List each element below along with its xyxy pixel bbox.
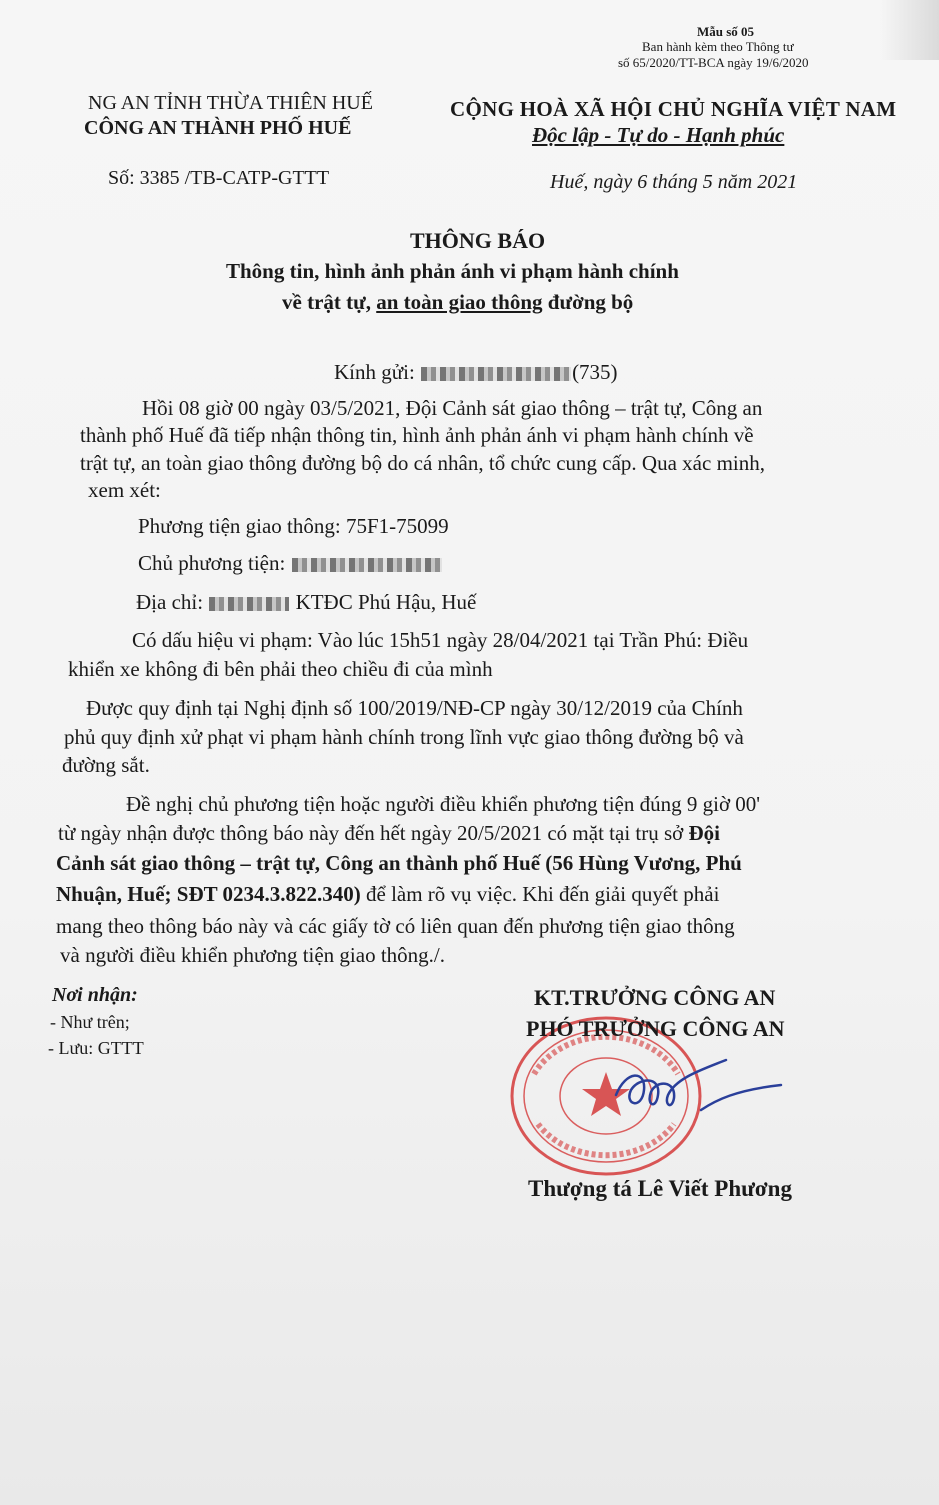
regulation-line-3: đường sắt. (62, 753, 150, 777)
violation-line-2: khiển xe không đi bên phải theo chiều đi của mình (68, 657, 493, 681)
request-line-3: Cảnh sát giao thông – trật tự, Công an thành phố Huế (56 Hùng Vương, Phú (56, 851, 742, 875)
regulation-line-1: Được quy định tại Nghị định số 100/2019/NĐ-CP ngày 30/12/2019 của Chính (86, 696, 743, 720)
national-motto: Độc lập - Tự do - Hạnh phúc (532, 123, 785, 147)
request-line-4 (56, 880, 719, 908)
page-edge-shadow (880, 0, 939, 60)
document-date: Huế, ngày 6 tháng 5 năm 2021 (550, 171, 798, 193)
vehicle-plate: Phương tiện giao thông: 75F1-75099 (138, 514, 449, 538)
national-title: CỘNG HOÀ XÃ HỘI CHỦ NGHĨA VIỆT NAM (450, 97, 897, 121)
request-line-6: và người điều khiển phương tiện giao thông./. (60, 943, 446, 967)
form-number: Mẫu số 05 (697, 24, 755, 39)
subtitle-part: đường bộ (542, 290, 634, 314)
signature-title-1: KT.TRƯỞNG CÔNG AN (534, 985, 776, 1010)
redacted-name (421, 367, 571, 381)
document-subtitle-2 (282, 290, 633, 315)
address-tail: KTĐC Phú Hậu, Huế (295, 590, 477, 614)
owner-address (136, 588, 476, 616)
signer-name: Thượng tá Lê Viết Phương (528, 1176, 792, 1201)
address-label: Địa chỉ: (136, 590, 204, 614)
document-subtitle-1: Thông tin, hình ảnh phản ánh vi phạm hành chính (226, 259, 679, 283)
recipients-item: - Lưu: GTTT (48, 1038, 144, 1058)
subtitle-part: về trật tự, (282, 290, 377, 314)
request-line-1: Đề nghị chủ phương tiện hoặc người điều khiển phương tiện đúng 9 giờ 00' (126, 792, 761, 816)
document-title: THÔNG BÁO (410, 228, 546, 253)
recipients-heading: Nơi nhận: (52, 984, 138, 1006)
request-text: để làm rõ vụ việc. Khi đến giải quyết phải (360, 882, 720, 906)
request-bold-text: Đội (688, 821, 721, 845)
request-line-2 (58, 819, 720, 847)
subtitle-underlined-part: an toàn giao thông (376, 290, 543, 314)
paragraph-1-line-1: Hồi 08 giờ 00 ngày 03/5/2021, Đội Cảnh sát giao thông – trật tự, Công an (142, 396, 763, 420)
recipients-item: - Như trên; (50, 1012, 130, 1032)
recipient-label: Kính gửi: (334, 360, 415, 384)
request-text: từ ngày nhận được thông báo này đến hết ngày 20/5/2021 có mặt tại trụ sở (58, 821, 689, 845)
request-bold-text: Nhuận, Huế; SĐT 0234.3.822.340) (56, 882, 361, 906)
paragraph-1-line-2: thành phố Huế đã tiếp nhận thông tin, hình ảnh phản ánh vi phạm hành chính về (80, 423, 754, 447)
owner-label: Chủ phương tiện: (138, 551, 286, 575)
violation-line-1: Có dấu hiệu vi phạm: Vào lúc 15h51 ngày 28/04/2021 tại Trần Phú: Điều (132, 628, 749, 652)
document-number: Số: 3385 /TB-CATP-GTTT (108, 167, 330, 189)
redacted-address (209, 597, 289, 611)
paragraph-1-line-3: trật tự, an toàn giao thông đường bộ do cá nhân, tổ chức cung cấp. Qua xác minh, (80, 451, 765, 475)
redacted-owner (292, 558, 442, 572)
paragraph-1-line-4: xem xét: (88, 478, 161, 502)
form-reference-line-1: Ban hành kèm theo Thông tư (642, 39, 794, 54)
vehicle-owner (138, 549, 443, 577)
recipient-line (334, 358, 618, 386)
agency-name: CÔNG AN THÀNH PHỐ HUẾ (84, 117, 352, 139)
signature-title-2: PHÓ TRƯỞNG CÔNG AN (526, 1016, 785, 1041)
regulation-line-2: phủ quy định xử phạt vi phạm hành chính trong lĩnh vực giao thông đường bộ và (64, 725, 744, 749)
agency-parent: NG AN TỈNH THỪA THIÊN HUẾ (88, 92, 373, 114)
recipient-suffix: (735) (572, 360, 618, 384)
handwritten-signature (606, 1050, 786, 1130)
form-reference-line-2: số 65/2020/TT-BCA ngày 19/6/2020 (618, 55, 809, 70)
request-line-5: mang theo thông báo này và các giấy tờ có liên quan đến phương tiện giao thông (56, 914, 735, 938)
